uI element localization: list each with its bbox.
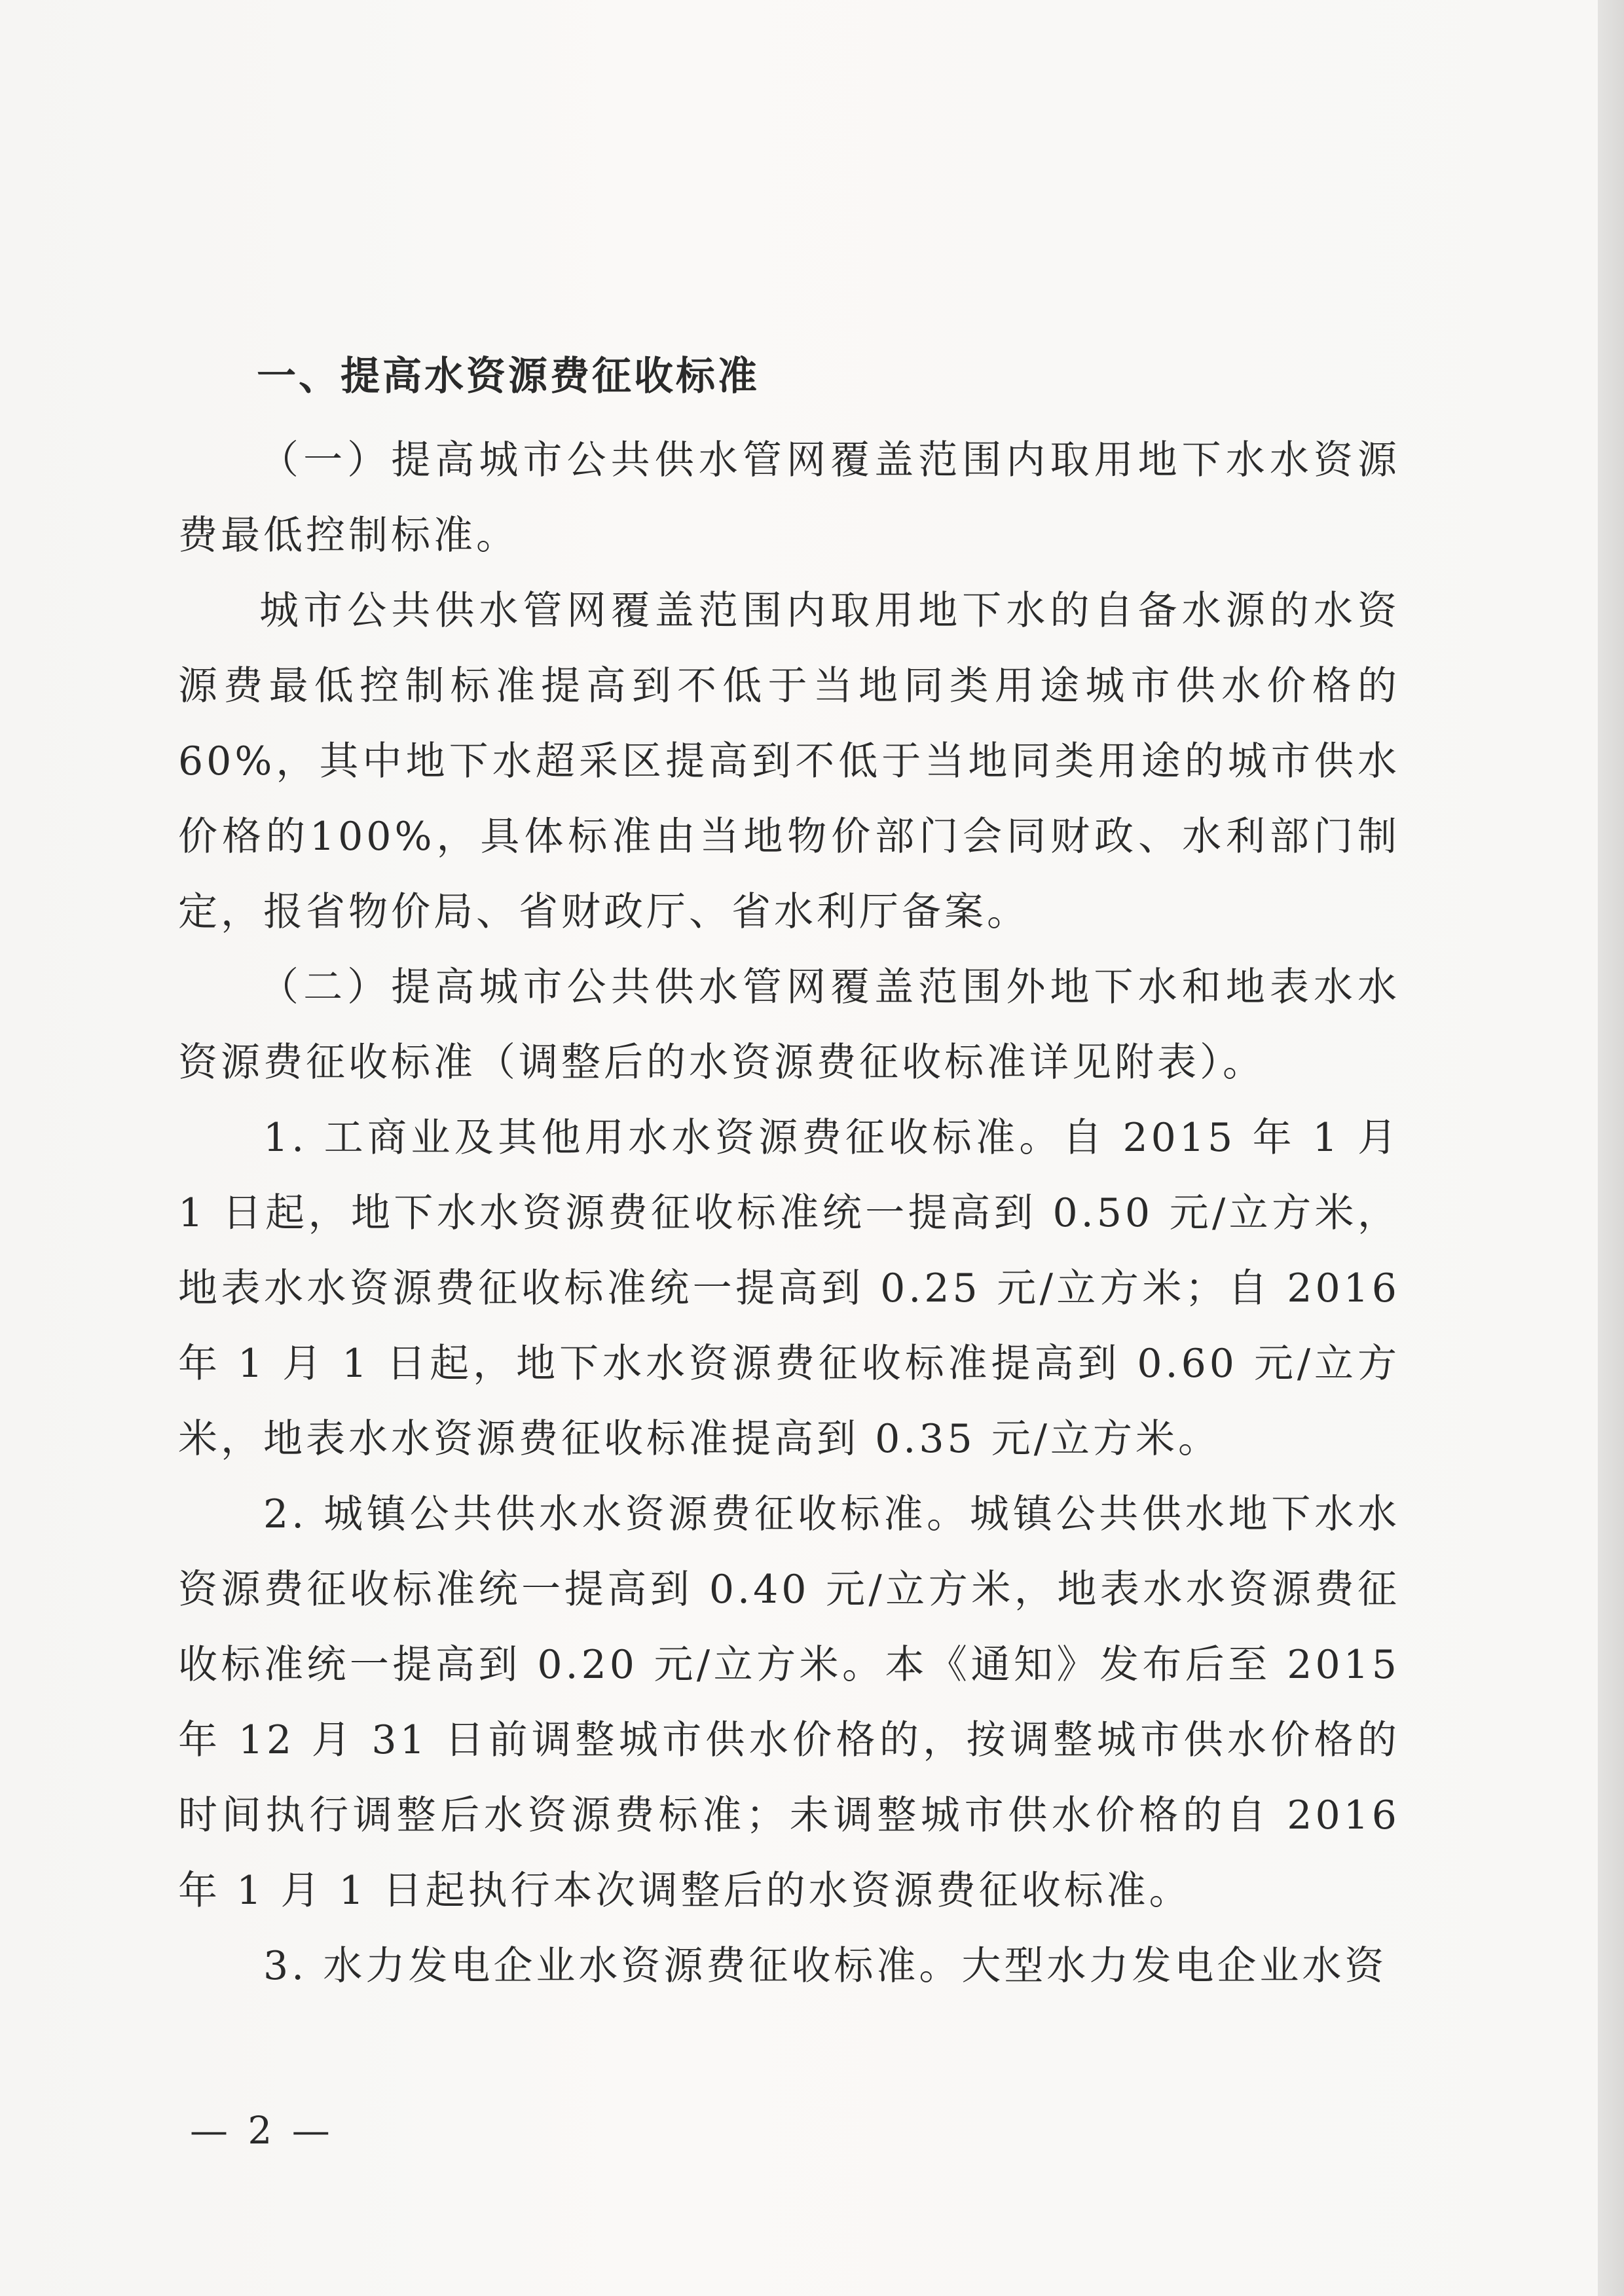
scan-edge <box>1598 0 1624 2296</box>
page-number: — 2 — <box>190 2108 334 2153</box>
section-heading: 一、提高水资源费征收标准 <box>257 354 760 399</box>
paragraph-4: 1. 工商业及其他用水水资源费征收标准。自 2015 年 1 月 1 日起，地下水水资源费征收标准统一提高到 0.50 元/立方米，地表水水资源费征收标准统一提高到 0.25 元/立方米；自 2016 年 1 月 1 日起，地下水水资源费征收标准提高到 0.60 元/立方米，地表水水资源费征收标准提高到 0.35 元/立方米。 <box>178 1115 1400 1462</box>
body-text <box>178 354 1400 2004</box>
paragraph-5: 2. 城镇公共供水水资源费征收标准。城镇公共供水地下水水资源费征收标准统一提高到 0.40 元/立方米，地表水水资源费征收标准统一提高到 0.20 元/立方米。本《通知》发布后至 2015 年 12 月 31 日前调整城市供水价格的，按调整城市供水价格的时间执行调整后水资源费标准；未调整城市供水价格的自 2016 年 1 月 1 日起执行本次调整后的水资源费征收标准。 <box>178 1491 1400 1914</box>
paragraph-6: 3. 水力发电企业水资源费征收标准。大型水力发电企业水资 <box>263 1943 1388 1989</box>
paragraph-3: （二）提高城市公共供水管网覆盖范围外地下水和地表水水资源费征收标准（调整后的水资源费征收标准详见附表）。 <box>178 964 1400 1085</box>
paragraph-1: （一）提高城市公共供水管网覆盖范围内取用地下水水资源费最低控制标准。 <box>178 437 1400 558</box>
paragraph-2: 城市公共供水管网覆盖范围内取用地下水的自备水源的水资源费最低控制标准提高到不低于当地同类用途城市供水价格的60%，其中地下水超采区提高到不低于当地同类用途的城市供水价格的100%，具体标准由当地物价部门会同财政、水利部门制定，报省物价局、省财政厅、省水利厅备案。 <box>178 588 1400 935</box>
